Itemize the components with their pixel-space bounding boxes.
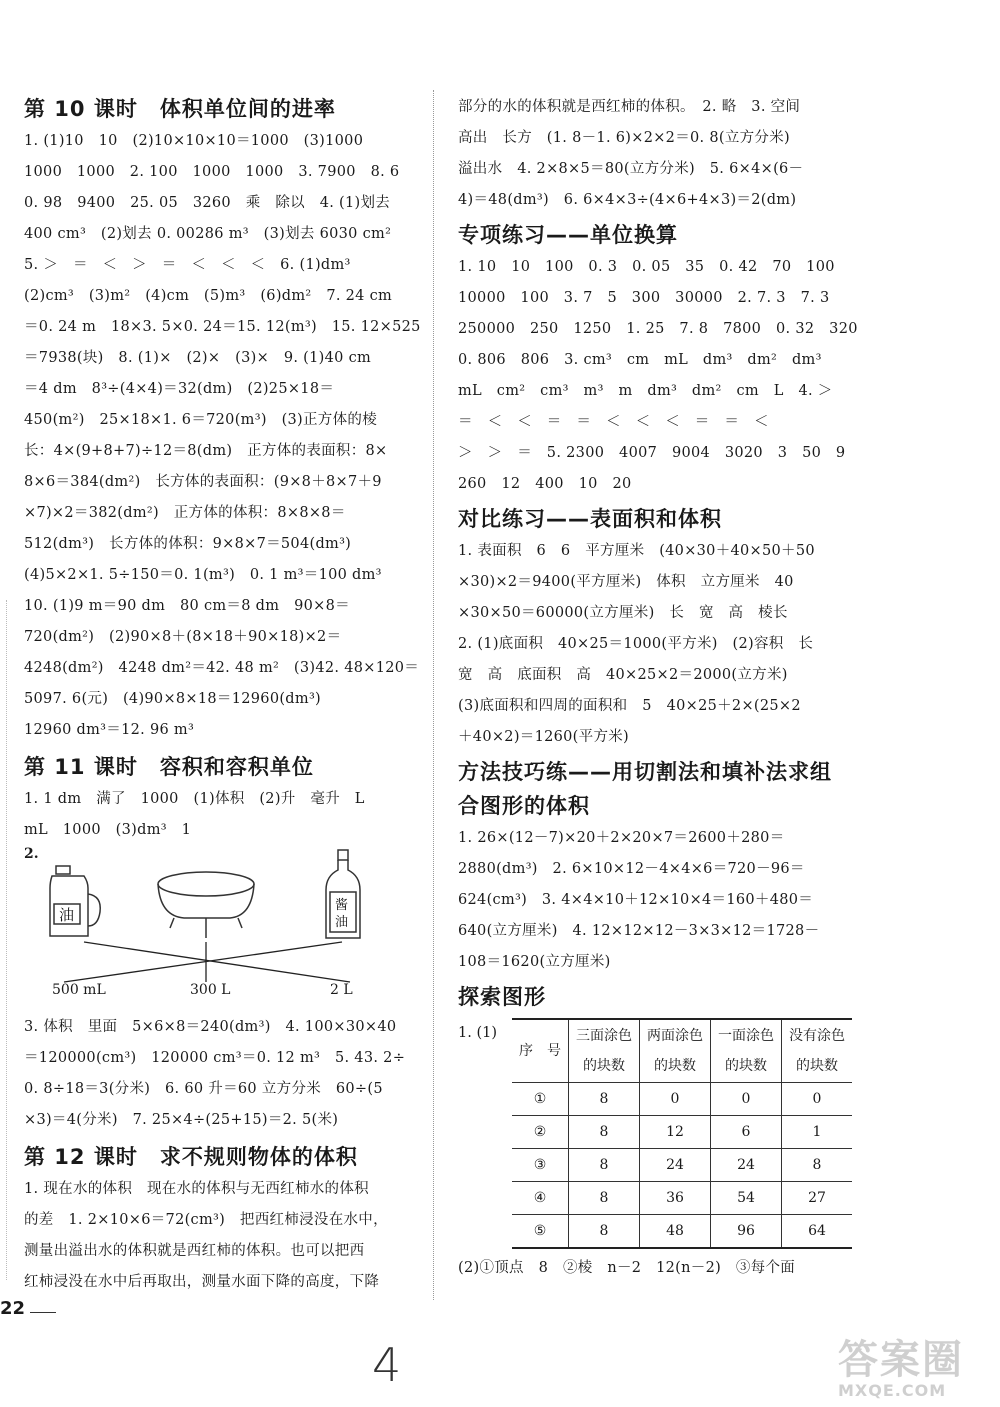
answer-line: ＝ ＜ ＜ ＝ ＝ ＜ ＜ ＜ ＝ ＝ ＜ — [458, 414, 769, 430]
explore-table-wrap — [458, 1018, 858, 1249]
table-cell: 8 — [569, 1116, 640, 1149]
table-cell: 48 — [640, 1215, 711, 1249]
answer-line: mL cm² cm³ m³ m dm³ dm² cm L 4. ＞ — [458, 383, 833, 399]
table-cell: 0 — [711, 1083, 782, 1116]
watermark-text: 答案圈 — [838, 1337, 964, 1383]
answer-line: 红柿浸没在水中后再取出，测量水面下降的高度，下降 — [24, 1274, 380, 1290]
section-11-title: 第 11 课时 容积和容积单位 — [24, 755, 314, 779]
right-column — [458, 92, 858, 1284]
handwritten-mark: 4 — [372, 1338, 402, 1392]
bathtub-icon — [158, 872, 254, 938]
answer-line: 512(dm³) 长方体的体积：9×8×7＝504(dm³) — [24, 536, 352, 552]
answer-line: mL 1000 (3)dm³ 1 — [24, 822, 192, 838]
answer-line: 1. 表面积 6 6 平方厘米 (40×30＋40×50＋50 — [458, 543, 815, 559]
table-cell: 27 — [782, 1182, 853, 1215]
answer-line: 624(cm³) 3. 4×4×10＋12×10×4＝160＋480＝ — [458, 892, 814, 908]
answer-line: 1000 1000 2. 100 1000 1000 3. 7900 8. 6 — [24, 164, 400, 180]
left-column — [24, 92, 419, 1298]
table-header-cell: 序 号 — [512, 1019, 569, 1083]
answer-line: 3. 体积 里面 5×6×8＝240(dm³) 4. 100×30×40 — [24, 1019, 397, 1035]
answer-line: 5097. 6(元) (4)90×8×18＝12960(dm³) — [24, 691, 322, 707]
table-cell: 24 — [711, 1149, 782, 1182]
table-header-cell: 两面涂色的块数 — [640, 1019, 711, 1083]
table-cell: ④ — [512, 1182, 569, 1215]
table-row — [512, 1182, 852, 1215]
table-cell: 0 — [640, 1083, 711, 1116]
table-cell: 64 — [782, 1215, 853, 1249]
table-header-cell: 没有涂色的块数 — [782, 1019, 853, 1083]
answer-line: 1. (1)10 10 (2)10×10×10＝1000 (3)1000 — [24, 133, 364, 149]
volume-label-300l: 300 L — [190, 982, 231, 998]
watermark-url: MXQE.COM — [838, 1381, 947, 1400]
surface-volume-body — [458, 536, 858, 753]
painted-cubes-table — [512, 1018, 852, 1249]
answer-line: 10. (1)9 m＝90 dm 80 cm＝8 dm 90×8＝ — [24, 598, 350, 614]
answer-line: (4)5×2×1. 5÷150＝0. 1(m³) 0. 1 m³＝100 dm³ — [24, 567, 382, 583]
answer-line: 12960 dm³＝12. 96 m³ — [24, 722, 195, 738]
answer-line: 250000 250 1250 1. 25 7. 8 7800 0. 32 320 — [458, 321, 858, 337]
answer-line: ×30×50＝60000(立方厘米) 长 宽 高 棱长 — [458, 605, 788, 621]
table-cell: 54 — [711, 1182, 782, 1215]
methods-body — [458, 823, 858, 978]
answer-line: 溢出水 4. 2×8×5＝80(立方分米) 5. 6×4×(6－ — [458, 161, 804, 177]
oil-jug-icon — [50, 866, 100, 936]
answer-line: 2880(dm³) 2. 6×10×12－4×4×6＝720－96＝ — [458, 861, 805, 877]
answer-line: ＋40×2)＝1260(平方米) — [458, 729, 629, 745]
volume-label-500ml: 500 mL — [52, 982, 106, 998]
answer-line: 0. 8÷18＝3(分米) 6. 60 升＝60 立方分米 60÷(5 — [24, 1081, 383, 1097]
answer-line: 108＝1620(立方厘米) — [458, 954, 611, 970]
answer-line: 0. 806 806 3. cm³ cm mL dm³ dm² dm³ — [458, 352, 822, 368]
unit-conversion-body — [458, 252, 858, 500]
table-row — [512, 1116, 852, 1149]
answer-line: 的差 1. 2×10×6＝72(cm³) 把西红柿浸没在水中， — [24, 1212, 388, 1228]
table-cell: ① — [512, 1083, 569, 1116]
answer-line: 1. 现在水的体积 现在水的体积与无西红柿水的体积 — [24, 1181, 369, 1197]
table-row — [512, 1215, 852, 1249]
answer-line: ＝0. 24 m 18×3. 5×0. 24＝15. 12(m³) 15. 12×525 — [24, 319, 421, 335]
volume-label-2l: 2 L — [330, 982, 353, 998]
table-cell: 8 — [569, 1149, 640, 1182]
soy-sauce-label-2: 油 — [335, 915, 349, 930]
answer-line: ×30)×2＝9400(平方厘米) 体积 立方厘米 40 — [458, 574, 794, 590]
answer-line: 高出 长方 (1. 8－1. 6)×2×2＝0. 8(立方分米) — [458, 130, 790, 146]
table-cell: 0 — [782, 1083, 853, 1116]
answer-line: 640(立方厘米) 4. 12×12×12－3×3×12＝1728－ — [458, 923, 820, 939]
table-cell: 8 — [782, 1149, 853, 1182]
answer-line: 1. 26×(12－7)×20＋2×20×7＝2600＋280＝ — [458, 830, 785, 846]
answer-line: 8×6＝384(dm²) 长方体的表面积：(9×8＋8×7＋9 — [24, 474, 382, 490]
answer-line: ＝120000(cm³) 120000 cm³＝0. 12 m³ 5. 43. 2÷ — [24, 1050, 406, 1066]
answer-line: 450(m²) 25×18×1. 6＝720(m³) (3)正方体的棱 — [24, 412, 378, 428]
oil-jug-label: 油 — [59, 906, 75, 924]
matching-figure — [24, 846, 419, 1006]
page-number: 22 — [0, 1298, 26, 1319]
answer-line: (2)cm³ (3)m² (4)cm (5)m³ (6)dm² 7. 24 cm — [24, 288, 393, 304]
section-12-continued — [458, 92, 858, 216]
answer-line: ＝4 dm 8³÷(4×4)＝32(dm) (2)25×18＝ — [24, 381, 335, 397]
table-cell: 24 — [640, 1149, 711, 1182]
section-12-title: 第 12 课时 求不规则物体的体积 — [24, 1145, 358, 1169]
matching-lines — [64, 942, 350, 982]
watermark-logo — [838, 1338, 988, 1402]
table-cell: 12 — [640, 1116, 711, 1149]
section-10-title: 第 10 课时 体积单位间的进率 — [24, 97, 336, 121]
table-cell: 36 — [640, 1182, 711, 1215]
answer-line: ＞ ＞ ＝ 5. 2300 4007 9004 3020 3 50 9 — [458, 445, 846, 461]
answer-line: 400 cm³ (2)划去 0. 00286 m³ (3)划去 6030 cm² — [24, 226, 392, 242]
answer-line: 2. (1)底面积 40×25＝1000(平方米) (2)容积 长 — [458, 636, 814, 652]
answer-line: 测量出溢出水的体积就是西红柿的体积。也可以把西 — [24, 1243, 365, 1259]
explore-question-2: (2)①顶点 8 ②棱 n－2 12(n－2) ③每个面 — [458, 1260, 796, 1276]
answer-line: (3)底面积和四周的面积和 5 40×25＋2×(25×2 — [458, 698, 801, 714]
table-body — [512, 1083, 852, 1249]
section-11-body-continued — [24, 1012, 419, 1136]
answer-line: 10000 100 3. 7 5 300 30000 2. 7. 3 7. 3 — [458, 290, 830, 306]
methods-title-line-2: 合图形的体积 — [458, 794, 590, 818]
soy-sauce-label: 酱 — [335, 898, 349, 913]
answer-line: 1. 10 10 100 0. 3 0. 05 35 0. 42 70 100 — [458, 259, 835, 275]
explore-question-1-label: 1. (1) — [458, 1025, 497, 1041]
methods-title-line-1: 方法技巧练——用切割法和填补法求组 — [458, 760, 832, 784]
table-header-cell: 一面涂色的块数 — [711, 1019, 782, 1083]
table-row — [512, 1149, 852, 1182]
answer-line: 1. 1 dm 满了 1000 (1)体积 (2)升 毫升 L — [24, 791, 365, 807]
answer-line: ×7)×2＝382(dm²) 正方体的体积：8×8×8＝ — [24, 505, 346, 521]
table-header-row — [512, 1019, 852, 1083]
answer-line: 宽 高 底面积 高 40×25×2＝2000(立方米) — [458, 667, 788, 683]
answer-line: 部分的水的体积就是西红柿的体积。 2. 略 3. 空间 — [458, 99, 801, 115]
page-number-rule — [30, 1312, 56, 1313]
unit-conversion-title: 专项练习——单位换算 — [458, 223, 678, 247]
answer-line: 4248(dm²) 4248 dm²＝42. 48 m² (3)42. 48×120＝ — [24, 660, 420, 676]
table-cell: 8 — [569, 1083, 640, 1116]
table-cell: 96 — [711, 1215, 782, 1249]
answer-line: ＝7938(块) 8. (1)× (2)× (3)× 9. (1)40 cm — [24, 350, 372, 366]
section-10-body — [24, 126, 419, 746]
answer-line: ×3)＝4(分米) 7. 25×4÷(25+15)＝2. 5(米) — [24, 1112, 339, 1128]
answer-line: 长：4×(9+8+7)÷12＝8(dm) 正方体的表面积：8× — [24, 443, 388, 459]
answer-line: 5. ＞ ＝ ＜ ＞ ＝ ＜ ＜ ＜ 6. (1)dm³ — [24, 257, 351, 273]
section-11-body — [24, 784, 419, 846]
table-cell: 8 — [569, 1182, 640, 1215]
table-cell: 1 — [782, 1116, 853, 1149]
answer-line: 4)＝48(dm³) 6. 6×4×3÷(4×6+4×3)＝2(dm) — [458, 192, 797, 208]
column-divider — [433, 90, 434, 1300]
answer-line: 720(dm²) (2)90×8＋(8×18＋90×18)×2＝ — [24, 629, 342, 645]
answer-line: 0. 98 9400 25. 05 3260 乘 除以 4. (1)划去 — [24, 195, 391, 211]
table-cell: ③ — [512, 1149, 569, 1182]
question-2-label: 2. — [24, 846, 39, 862]
table-cell: ⑤ — [512, 1215, 569, 1249]
surface-volume-title: 对比练习——表面积和体积 — [458, 507, 722, 531]
table-header-cell: 三面涂色的块数 — [569, 1019, 640, 1083]
answer-line: 260 12 400 10 20 — [458, 476, 632, 492]
table-row — [512, 1083, 852, 1116]
left-margin-rule — [6, 600, 7, 1280]
section-12-body — [24, 1174, 419, 1298]
table-cell: 6 — [711, 1116, 782, 1149]
table-cell: 8 — [569, 1215, 640, 1249]
table-cell: ② — [512, 1116, 569, 1149]
explore-title: 探索图形 — [458, 985, 546, 1009]
